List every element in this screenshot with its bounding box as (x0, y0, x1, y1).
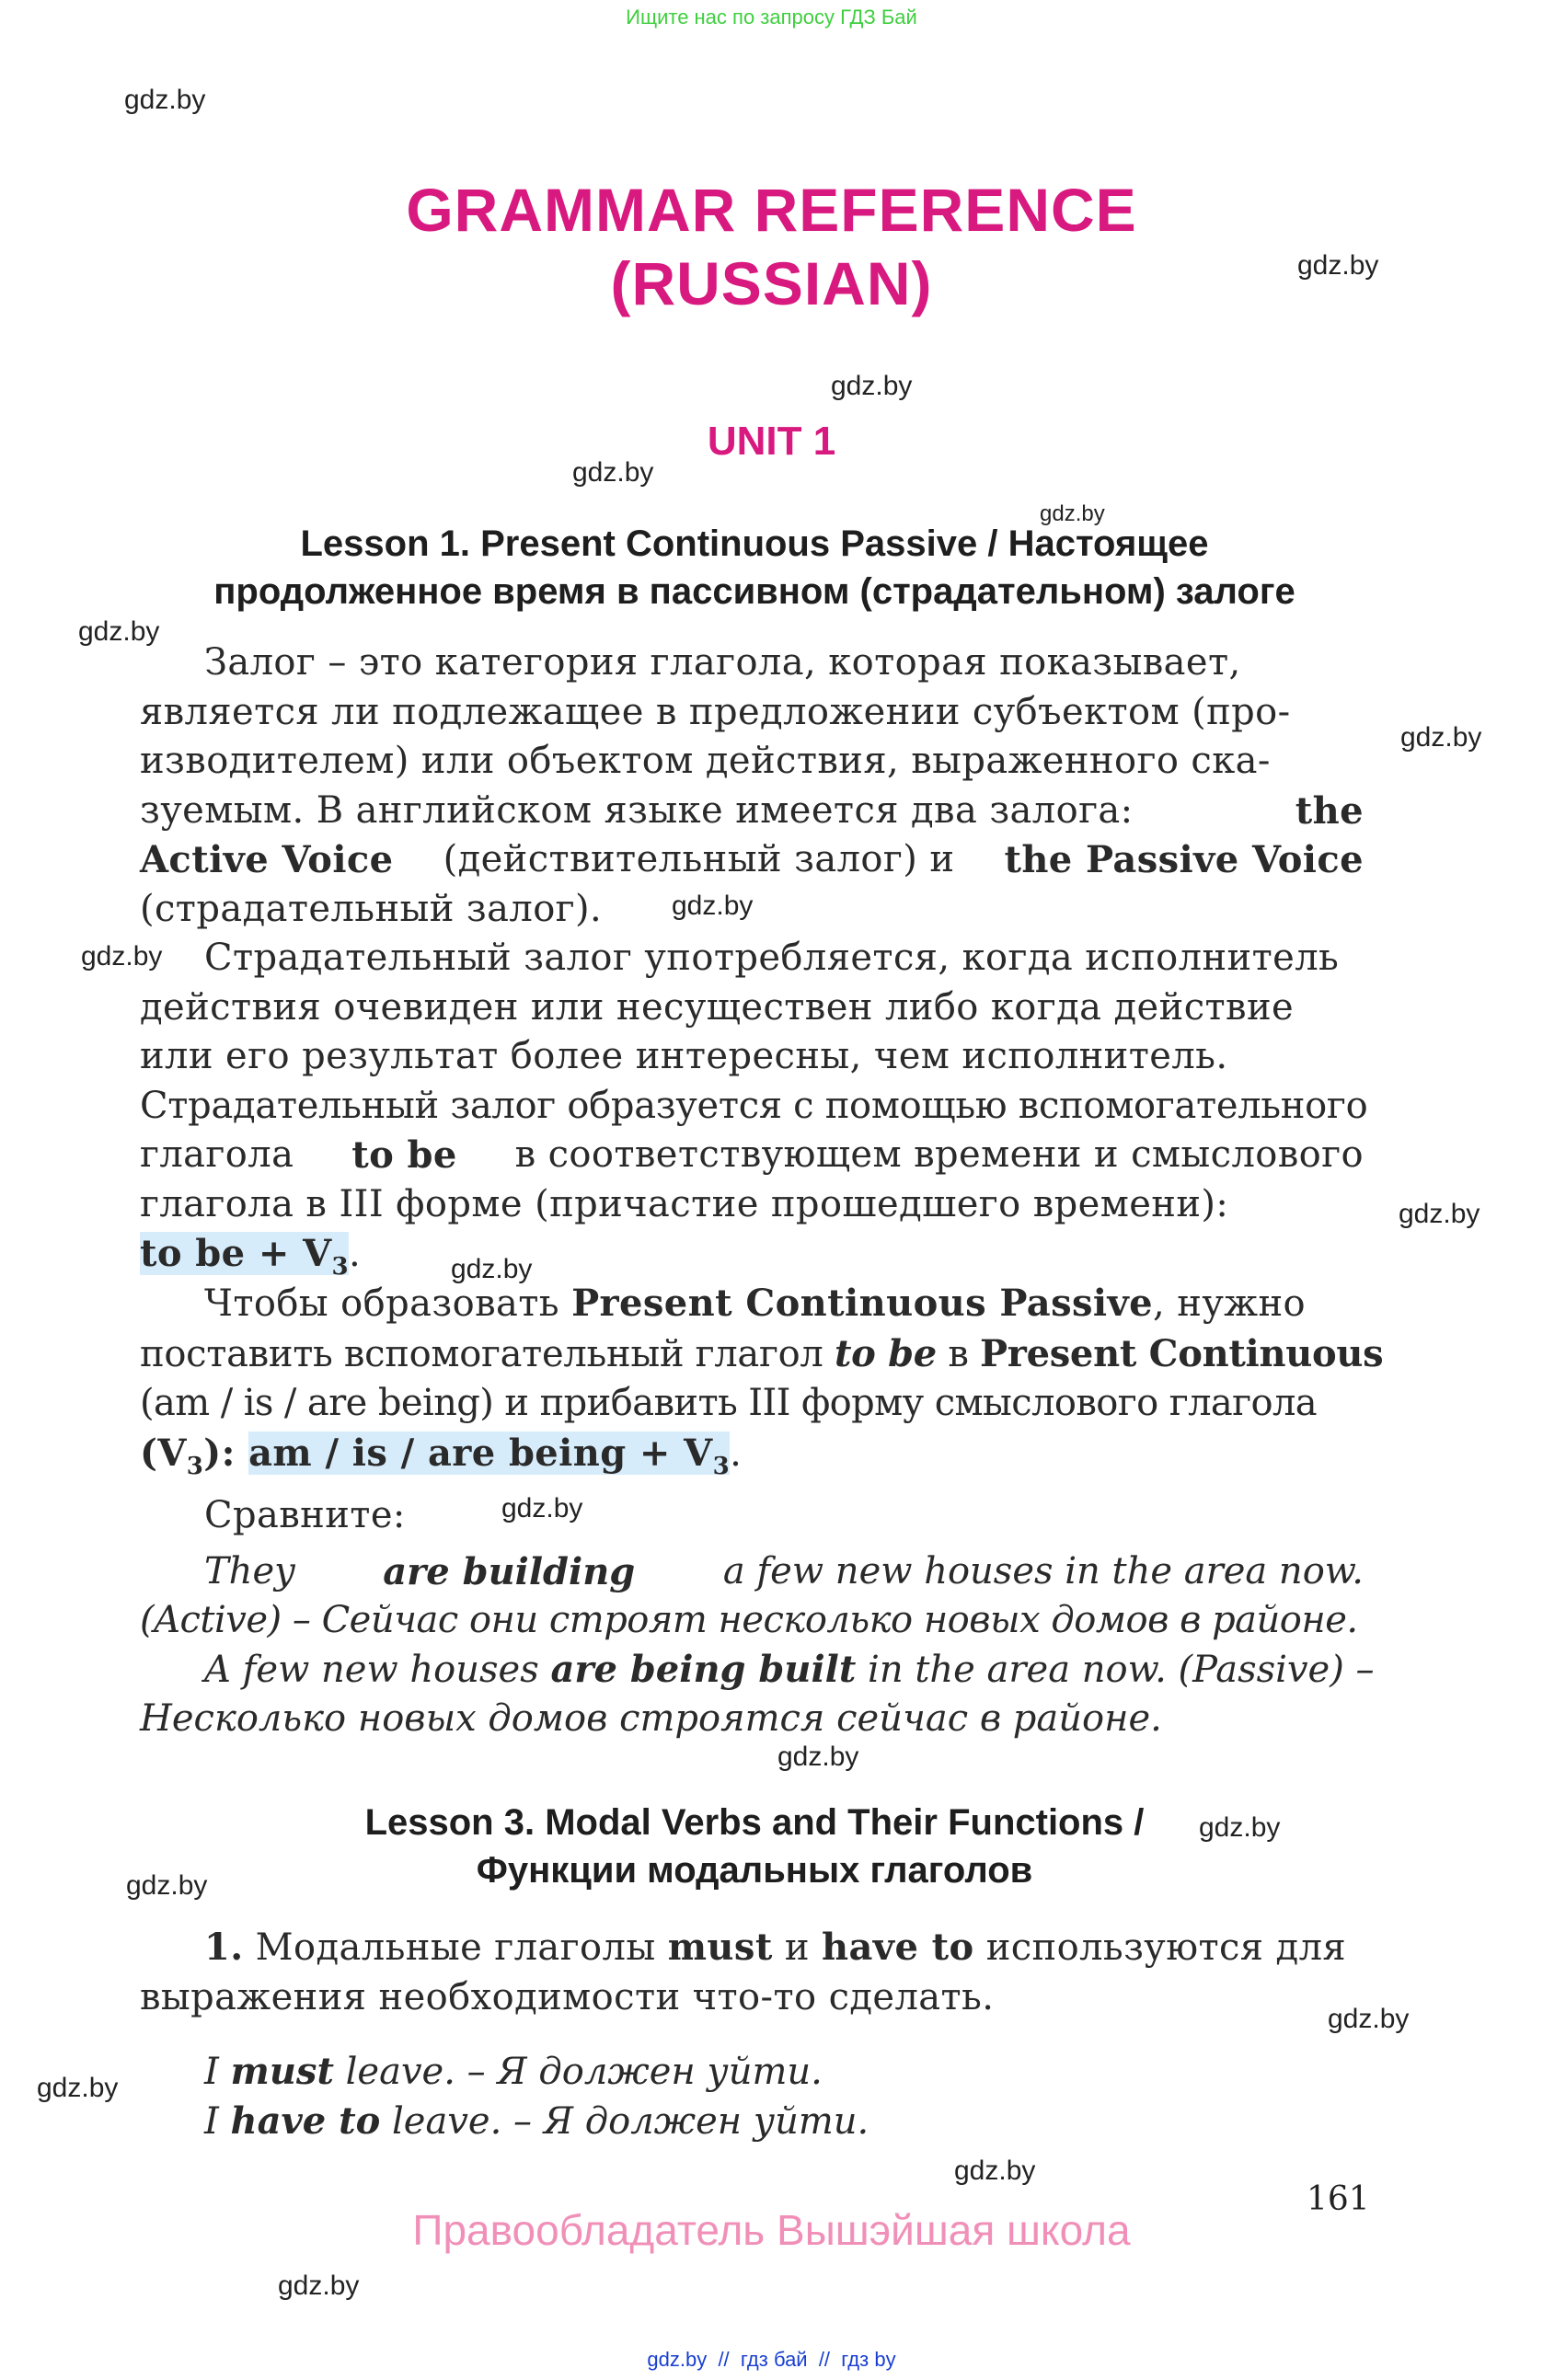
lesson1-paragraph-3 (140, 1279, 1384, 1541)
text-segment: I (204, 2100, 231, 2143)
text-line: является ли подлежащее в предложении субъектом (про- (140, 690, 1291, 733)
term: have to (230, 2099, 381, 2143)
example-line: (Active) – Сейчас они строят несколько новых домов в районе. (140, 1599, 1358, 1641)
page-number: 161 (1307, 2180, 1370, 2218)
lesson3-heading (184, 1799, 1325, 1894)
lesson3-heading-line1: Lesson 3. Modal Verbs and Their Functions / (364, 1802, 1145, 1843)
text-segment: leave. – Я должен уйти. (333, 2051, 823, 2093)
lesson3-paragraph-1 (140, 1923, 1364, 2022)
watermark: gdz.by (451, 1254, 533, 1284)
lesson1-paragraph-2 (140, 934, 1368, 1293)
top-banner: Ищите нас по запросу ГДЗ Бай (626, 6, 917, 29)
watermark: gdz.by (1040, 501, 1105, 526)
text-segment: in the area now. (Passive) – (856, 1649, 1375, 1691)
formula-subscript: 3 (712, 1452, 731, 1480)
lesson3-heading-line2: Функции модальных глаголов (476, 1850, 1033, 1891)
term: to be (351, 1133, 457, 1177)
watermark: gdz.by (37, 2073, 119, 2103)
text-segment: Чтобы образовать (204, 1282, 572, 1325)
lesson1-heading-line2: продолженное время в пассивном (страдательном) залоге (213, 571, 1295, 612)
text-line: выражения необходимости что-то сделать. (140, 1975, 995, 2018)
page-title (0, 173, 1543, 320)
watermark: gdz.by (672, 891, 754, 921)
text-segment: глагола (140, 1133, 294, 1176)
watermark: gdz.by (126, 1870, 208, 1901)
text-line: (am / is / are being) и прибавить III форму смыслового глагола (140, 1382, 1318, 1424)
passive-continuous-formula (248, 1431, 731, 1480)
term: must (230, 2050, 334, 2093)
text-segment: в соответствующем времени и смыслового (514, 1133, 1364, 1176)
text-segment: A few new houses (204, 1649, 551, 1691)
text-line (140, 835, 1364, 885)
watermark: gdz.by (124, 85, 206, 115)
text-line (140, 1131, 1364, 1180)
text-segment: поставить вспомогательный глагол (140, 1332, 835, 1375)
watermark: gdz.by (572, 457, 654, 488)
text-line: (страдательный залог). (140, 887, 603, 930)
text-line (140, 1429, 1364, 1492)
formula-text: am / is / are being + V (248, 1431, 713, 1475)
text-line: Залог – это категория глагола, которая показывает, (204, 641, 1241, 684)
term: are building (383, 1550, 636, 1593)
passive-formula (140, 1232, 350, 1281)
lesson1-examples (140, 1547, 1375, 1743)
text-segment: I (204, 2051, 231, 2093)
example-line: Несколько новых домов строятся сейчас в районе. (140, 1697, 1162, 1740)
text-line (140, 1279, 1364, 1329)
text-line: глагола в III форме (причастие прошедшего времени): (140, 1182, 1229, 1225)
watermark: gdz.by (81, 941, 163, 972)
watermark: gdz.by (1399, 1199, 1480, 1229)
lesson1-paragraph-1 (140, 638, 1364, 934)
lesson1-heading-line1: Lesson 1. Present Continuous Passive / Настоящее (300, 523, 1209, 564)
watermark: gdz.by (954, 2156, 1036, 2186)
copyright-notice: Правообладатель Вышэйшая школа (412, 2206, 1131, 2254)
text-segment: They (204, 1550, 295, 1592)
term: to be (834, 1331, 937, 1375)
example-line (140, 1645, 1375, 1695)
lesson1-heading (129, 520, 1380, 615)
watermark: gdz.by (1400, 722, 1482, 753)
text-segment: зуемым. В английском языке имеется два залога: (140, 788, 1134, 832)
unit-heading: UNIT 1 (707, 419, 836, 464)
formula-subscript: 3 (331, 1253, 350, 1281)
watermark: gdz.by (1199, 1812, 1281, 1843)
text-line (140, 787, 1364, 836)
subscript: 3 (186, 1452, 204, 1480)
term: must (667, 1926, 773, 1969)
punctuation: . (730, 1431, 743, 1475)
term: Present Continuous (980, 1331, 1384, 1375)
text-line (140, 1923, 1364, 1973)
text-segment: (действительный залог) и (443, 838, 955, 880)
text-line: действия очевиден или несуществен либо когда действие (140, 985, 1295, 1029)
formula-text: to be + V (140, 1232, 332, 1275)
text-segment: в (936, 1332, 981, 1375)
footer-links: gdz.by // гдз бай // гдз by (647, 2348, 896, 2371)
term: the (1295, 788, 1364, 833)
watermark: gdz.by (278, 2271, 360, 2301)
page-title-line1: GRAMMAR REFERENCE (406, 176, 1137, 244)
item-number: 1. (204, 1926, 244, 1969)
text-line: или его результат более интересны, чем исполнитель. (140, 1035, 1228, 1077)
text-line: Страдательный залог образуется с помощью вспомогательного (140, 1084, 1368, 1127)
example-line (204, 2047, 1428, 2097)
punctuation: . (349, 1233, 362, 1275)
text-segment: , нужно (1153, 1282, 1306, 1325)
watermark: gdz.by (1297, 250, 1379, 281)
watermark: gdz.by (78, 616, 160, 647)
term: Present Continuous Passive (571, 1282, 1154, 1325)
text-line: изводителем) или объектом действия, выраженного ска- (140, 740, 1271, 782)
text-line: Страдательный залог употребляется, когда исполнитель (204, 937, 1340, 979)
text-segment: leave. – Я должен уйти. (380, 2100, 869, 2143)
example-line (140, 1547, 1364, 1596)
text-segment: ): (203, 1431, 249, 1475)
compare-label: Сравните: (204, 1494, 406, 1536)
text-segment: (V (140, 1431, 187, 1475)
watermark: gdz.by (831, 371, 913, 401)
text-line (140, 1329, 1384, 1380)
term (140, 1431, 249, 1480)
watermark: gdz.by (501, 1493, 583, 1523)
page-title-line2: (RUSSIAN) (610, 249, 933, 317)
text-segment: a few new houses in the area now. (722, 1550, 1364, 1592)
watermark: gdz.by (777, 1742, 859, 1772)
text-segment: и (772, 1926, 822, 1969)
lesson3-examples (204, 2047, 1428, 2146)
term: are being built (550, 1648, 857, 1691)
watermark: gdz.by (1328, 2004, 1410, 2034)
text-segment: используются для (973, 1926, 1347, 1969)
term: the Passive Voice (1004, 838, 1364, 881)
example-line (204, 2097, 1428, 2146)
term: Active Voice (140, 838, 394, 881)
term: have to (822, 1926, 974, 1969)
text-segment: Модальные глаголы (243, 1926, 668, 1969)
